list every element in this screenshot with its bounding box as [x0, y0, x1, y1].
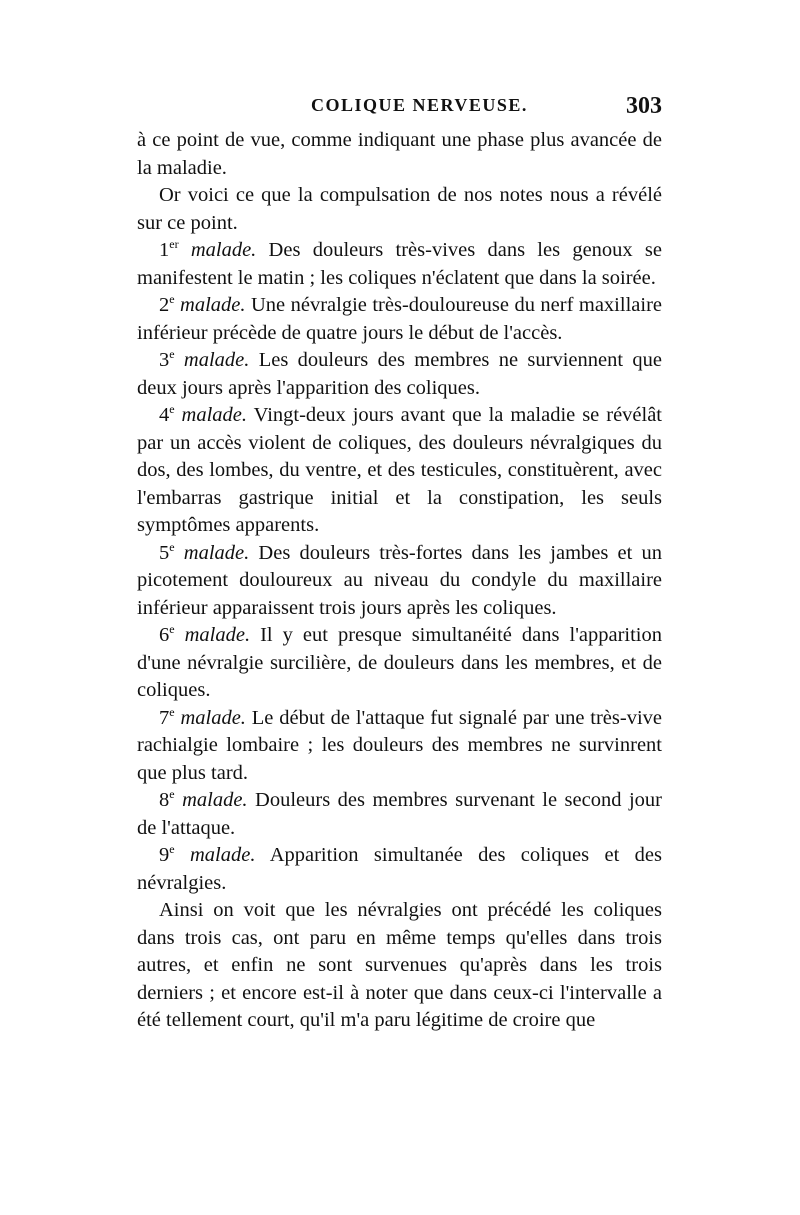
- case-label: malade.: [182, 789, 248, 811]
- case-text: Apparition simultanée des coliques et des névralgies.: [137, 844, 662, 894]
- case-text: Des douleurs très-fortes dans les jambes et un picotement douloureux au niveau du condyle du maxillaire inférieur apparaissent trois jours après les coliques.: [137, 541, 662, 619]
- case-paragraph-7: [137, 705, 662, 788]
- case-label: malade.: [183, 541, 250, 564]
- page-header: [137, 93, 662, 127]
- paragraph-notes-intro: Or voici ce que la compulsation de nos notes nous a révélé sur ce point.: [137, 184, 662, 234]
- case-ordinal-suffix: e: [169, 347, 175, 361]
- running-title: COLIQUE NERVEUSE.: [311, 95, 528, 115]
- case-label: malade.: [183, 349, 250, 371]
- case-paragraph-5: [137, 540, 662, 623]
- page-number: 303: [626, 93, 662, 119]
- paragraph-conclusion: Ainsi on voit que les névralgies ont précédé les coliques dans trois cas, ont paru en même temps qu'elles dans trois autres, et enfin ne sont survenues qu'après dans les trois derniers ; et encore est-il à noter que dans ceux-ci l'intervalle a été tellement court, qu'il m'a paru légitime de croire que: [137, 899, 662, 1031]
- case-label: malade.: [184, 624, 251, 646]
- case-text: Les douleurs des membres ne surviennent que deux jours après l'apparition des coliques.: [137, 349, 663, 399]
- case-paragraph-8: [137, 787, 662, 842]
- case-number: 1: [159, 239, 170, 261]
- case-number: 5: [159, 541, 170, 564]
- case-number: 3: [159, 349, 170, 371]
- case-label: malade.: [189, 844, 256, 866]
- case-ordinal-suffix: e: [169, 704, 175, 719]
- case-text: Vingt-deux jours avant que la maladie se révélât par un accès violent de coliques, des douleurs névralgiques du dos, des lombes, du ventre, et des testicules, constituèrent, avec l'embarras gastrique initial et la constipation, les seuls symptômes apparents.: [137, 404, 663, 536]
- case-number: 6: [159, 624, 170, 646]
- case-paragraph-3: [137, 347, 662, 402]
- case-label: malade.: [190, 239, 257, 261]
- case-ordinal-suffix: e: [169, 622, 175, 636]
- case-ordinal-suffix: e: [169, 292, 175, 306]
- case-text: Des douleurs très-vives dans les genoux se manifestent le matin ; les coliques n'éclatent que dans la soirée.: [137, 239, 663, 289]
- case-number: 9: [159, 844, 170, 866]
- case-number: 8: [159, 789, 170, 811]
- paragraph-intro-continuation: à ce point de vue, comme indiquant une phase plus avancée de la maladie.: [137, 129, 662, 179]
- case-text: Douleurs des membres survenant le second jour de l'attaque.: [137, 789, 662, 839]
- case-label: malade.: [180, 706, 246, 729]
- case-text: Il y eut presque simultanéité dans l'apparition d'une névralgie surcilière, de douleurs dans les membres, et de coliques.: [137, 624, 663, 701]
- case-ordinal-suffix: e: [169, 539, 175, 554]
- case-text: Une névralgie très-douloureuse du nerf maxillaire inférieur précède de quatre jours le début de l'accès.: [137, 294, 662, 344]
- case-ordinal-suffix: e: [169, 402, 175, 416]
- case-label: malade.: [181, 404, 248, 426]
- case-paragraph-4: [137, 402, 662, 540]
- case-text: Le début de l'attaque fut signalé par une très-vive rachialgie lombaire ; les douleurs des membres ne survinrent que plus tard.: [137, 706, 662, 784]
- case-paragraph-9: [137, 842, 662, 897]
- case-paragraph-1: [137, 237, 662, 292]
- case-label: malade.: [180, 294, 246, 316]
- case-number: 2: [159, 294, 170, 316]
- case-number: 4: [159, 404, 170, 426]
- case-paragraph-2: [137, 292, 662, 347]
- case-paragraph-6: [137, 622, 662, 705]
- case-ordinal-suffix: e: [169, 787, 175, 801]
- body-text: [137, 127, 662, 1035]
- case-number: 7: [159, 706, 170, 729]
- case-ordinal-suffix: e: [169, 842, 175, 856]
- case-ordinal-suffix: er: [169, 237, 179, 251]
